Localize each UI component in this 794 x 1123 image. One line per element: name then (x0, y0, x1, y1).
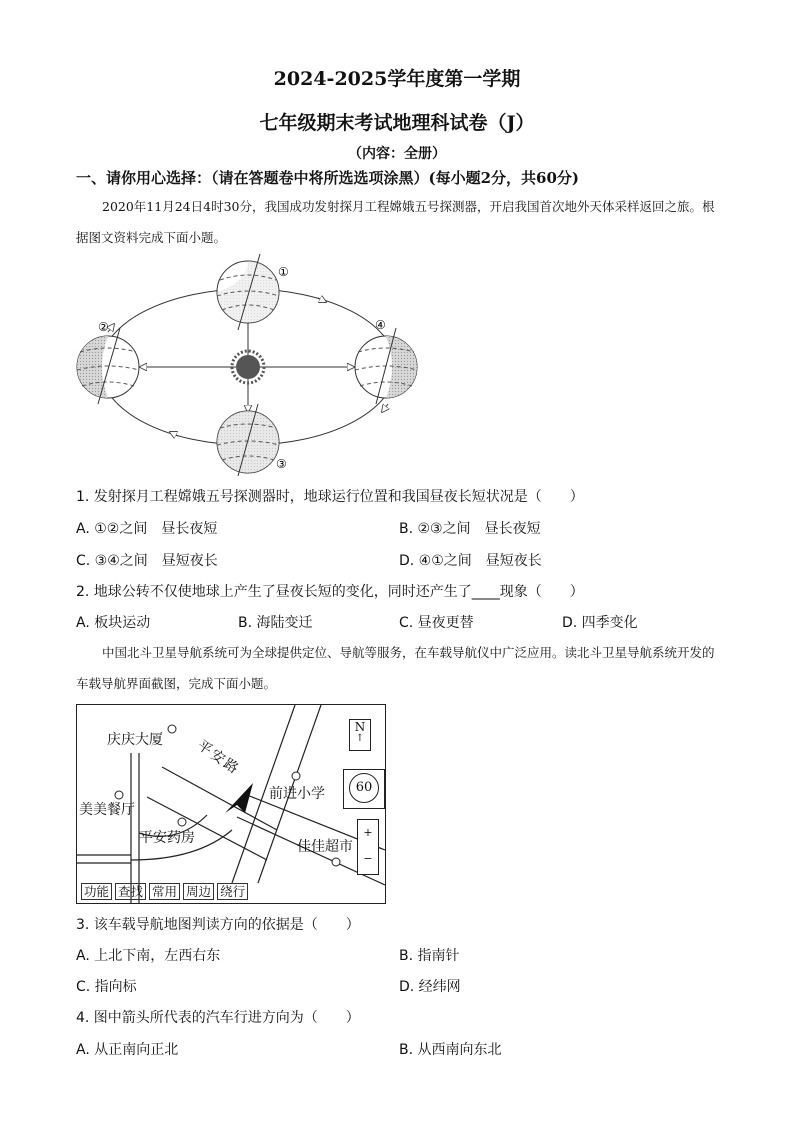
q1-option-c[interactable]: C. ③④之间 昼短夜长 (76, 553, 218, 569)
place-qingqing-building: 庆庆大厦 (107, 732, 163, 748)
orbit-label-2: ② (98, 320, 109, 334)
orbit-label-4: ④ (375, 318, 386, 332)
speed-limit-box (343, 769, 385, 809)
q4-option-b[interactable]: B. 从西南向东北 (399, 1042, 502, 1058)
zoom-out-button[interactable]: − (363, 852, 373, 865)
orbit-label-3: ③ (276, 457, 287, 471)
passage-1: 2020年11月24日4时30分，我国成功发射探月工程嫦娥五号探测器，开启我国首次地外天体采样返回之旅。根据图文资料完成下面小题。 (76, 199, 715, 245)
zoom-in-button[interactable]: + (363, 826, 373, 839)
sun-icon (232, 351, 264, 383)
question-4-stem: 4. 图中箭头所代表的汽车行进方向为（ ） (76, 1010, 360, 1026)
q2-option-a[interactable]: A. 板块运动 (76, 615, 151, 631)
earth-position-3 (217, 404, 279, 476)
q1-option-b[interactable]: B. ②③之间 昼长夜短 (399, 521, 541, 537)
earth-position-4 (355, 328, 417, 404)
earth-position-2 (77, 328, 139, 404)
nearby-button[interactable]: 周边 (183, 883, 214, 900)
orbit-label-1: ① (278, 265, 289, 279)
section-heading: 一、请你用心选择：（请在答题卷中将所选选项涂黑）(每小题2分，共60分) (76, 169, 580, 187)
road-name-pingan: 平安路 (194, 737, 243, 779)
function-button[interactable]: 功能 (81, 883, 112, 900)
q1-option-a[interactable]: A. ①②之间 昼长夜短 (76, 521, 218, 537)
exam-title: 七年级期末考试地理科试卷（J） (259, 112, 535, 134)
question-1-stem: 1. 发射探月工程嫦娥五号探测器时，地球运行位置和我国昼夜长短状况是（ ） (76, 489, 584, 505)
q2-option-d[interactable]: D. 四季变化 (562, 615, 638, 631)
place-meimei-restaurant: 美美餐厅 (79, 802, 135, 818)
place-pingan-pharmacy: 平安药房 (139, 830, 195, 846)
exam-scope: （内容：全册） (348, 146, 446, 162)
detour-button[interactable]: 绕行 (217, 883, 248, 900)
q2-option-c[interactable]: C. 昼夜更替 (399, 615, 474, 631)
q3-option-c[interactable]: C. 指向标 (76, 979, 137, 995)
zoom-control (357, 819, 379, 875)
question-2-stem: 2. 地球公转不仅使地球上产生了昼夜长短的变化，同时还产生了____现象（ ） (76, 584, 584, 600)
q3-option-a[interactable]: A. 上北下南，左西右东 (76, 948, 221, 964)
exam-year-title: 2024-2025学年度第一学期 (273, 68, 521, 90)
frequent-button[interactable]: 常用 (149, 883, 180, 900)
search-button[interactable]: 查找 (115, 883, 146, 900)
q3-option-d[interactable]: D. 经纬网 (399, 979, 461, 995)
earth-orbit-diagram (70, 252, 426, 476)
earth-position-1 (217, 254, 279, 330)
q1-option-d[interactable]: D. ④①之间 昼短夜长 (399, 553, 542, 569)
question-3-stem: 3. 该车载导航地图判读方向的依据是（ ） (76, 917, 360, 933)
north-indicator[interactable] (349, 719, 371, 751)
passage-2: 中国北斗卫星导航系统可为全球提供定位、导航等服务，在车载导航仪中广泛应用。读北斗卫星导航系统开发的车载导航界面截图，完成下面小题。 (76, 645, 715, 691)
north-label: N (354, 720, 366, 734)
place-jiajia-supermarket: 佳佳超市 (297, 839, 353, 855)
place-qianjin-school: 前进小学 (269, 786, 325, 802)
map-toolbar (81, 883, 248, 900)
speed-limit-sign: 60 (349, 773, 379, 803)
q4-option-a[interactable]: A. 从正南向正北 (76, 1042, 179, 1058)
q2-option-b[interactable]: B. 海陆变迁 (238, 615, 313, 631)
north-arrow-icon: ↑ (355, 733, 365, 744)
car-navigation-map (76, 704, 386, 904)
q3-option-b[interactable]: B. 指南针 (399, 948, 460, 964)
